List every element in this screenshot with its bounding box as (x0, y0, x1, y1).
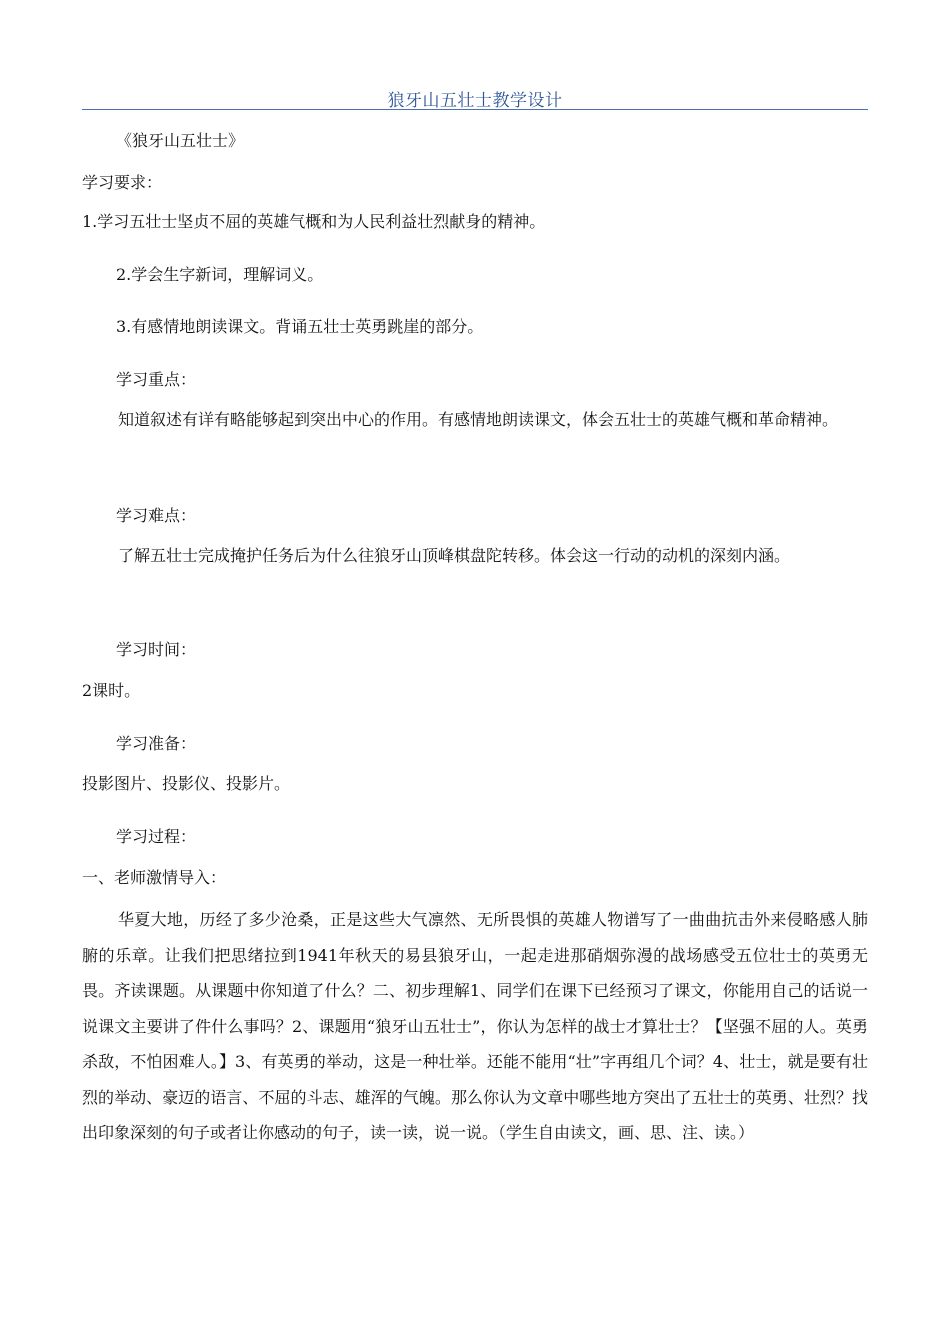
time-heading: 学习时间： (116, 640, 197, 659)
header-divider (82, 109, 868, 110)
focus-heading: 学习重点： (116, 370, 197, 389)
section-1-heading: 一、老师激情导入： (82, 868, 227, 887)
difficulty-text: 了解五壮士完成掩护任务后为什么往狼牙山顶峰棋盘陀转移。体会这一行动的动机的深刻内涵。 (118, 546, 791, 565)
time-text: 2课时。 (82, 681, 141, 700)
focus-text: 知道叙述有详有略能够起到突出中心的作用。有感情地朗读课文，体会五壮士的英雄气概和革命精神。 (118, 410, 839, 429)
requirement-2: 2.学会生字新词，理解词义。 (116, 265, 324, 284)
preparation-text: 投影图片、投影仪、投影片。 (82, 774, 291, 793)
requirement-1: 1.学习五壮士坚贞不屈的英雄气概和为人民利益壮烈献身的精神。 (82, 212, 546, 231)
preparation-heading: 学习准备： (116, 734, 197, 753)
requirements-heading: 学习要求： (82, 173, 163, 192)
header-title: 狼牙山五壮士教学设计 (387, 91, 563, 111)
requirement-3: 3.有感情地朗读课文。背诵五壮士英勇跳崖的部分。 (116, 317, 484, 336)
book-title: 《狼牙山五壮士》 (116, 131, 245, 150)
difficulty-heading: 学习难点： (116, 506, 197, 525)
section-1-text: 华夏大地，历经了多少沧桑，正是这些大气凛然、无所畏惧的英雄人物谱写了一曲曲抗击外来侵略感人肺腑的乐章。让我们把思绪拉到1941年秋天的易县狼牙山，一起走进那硝烟弥漫的战场感受五位壮士的英勇无畏。齐读课题。从课题中你知道了什么？二、初步理解1、同学们在课下已经预习了课文，你能用自己的话说一说课文主要讲了件什么事吗？2、课题用“狼牙山五壮士”，你认为怎样的战士才算壮士？【坚强不屈的人。英勇杀敌，不怕困难人。】3、有英勇的举动，这是一种壮举。还能不能用“壮”字再组几个词？4、壮士，就是要有壮烈的举动、豪迈的语言、不屈的斗志、雄浑的气魄。那么你认为文章中哪些地方突出了五壮士的英勇、壮烈？找出印象深刻的句子或者让你感动的句子，读一读，说一说。（学生自由读文，画、思、注、读。） (82, 910, 868, 1142)
process-heading: 学习过程： (116, 827, 197, 846)
